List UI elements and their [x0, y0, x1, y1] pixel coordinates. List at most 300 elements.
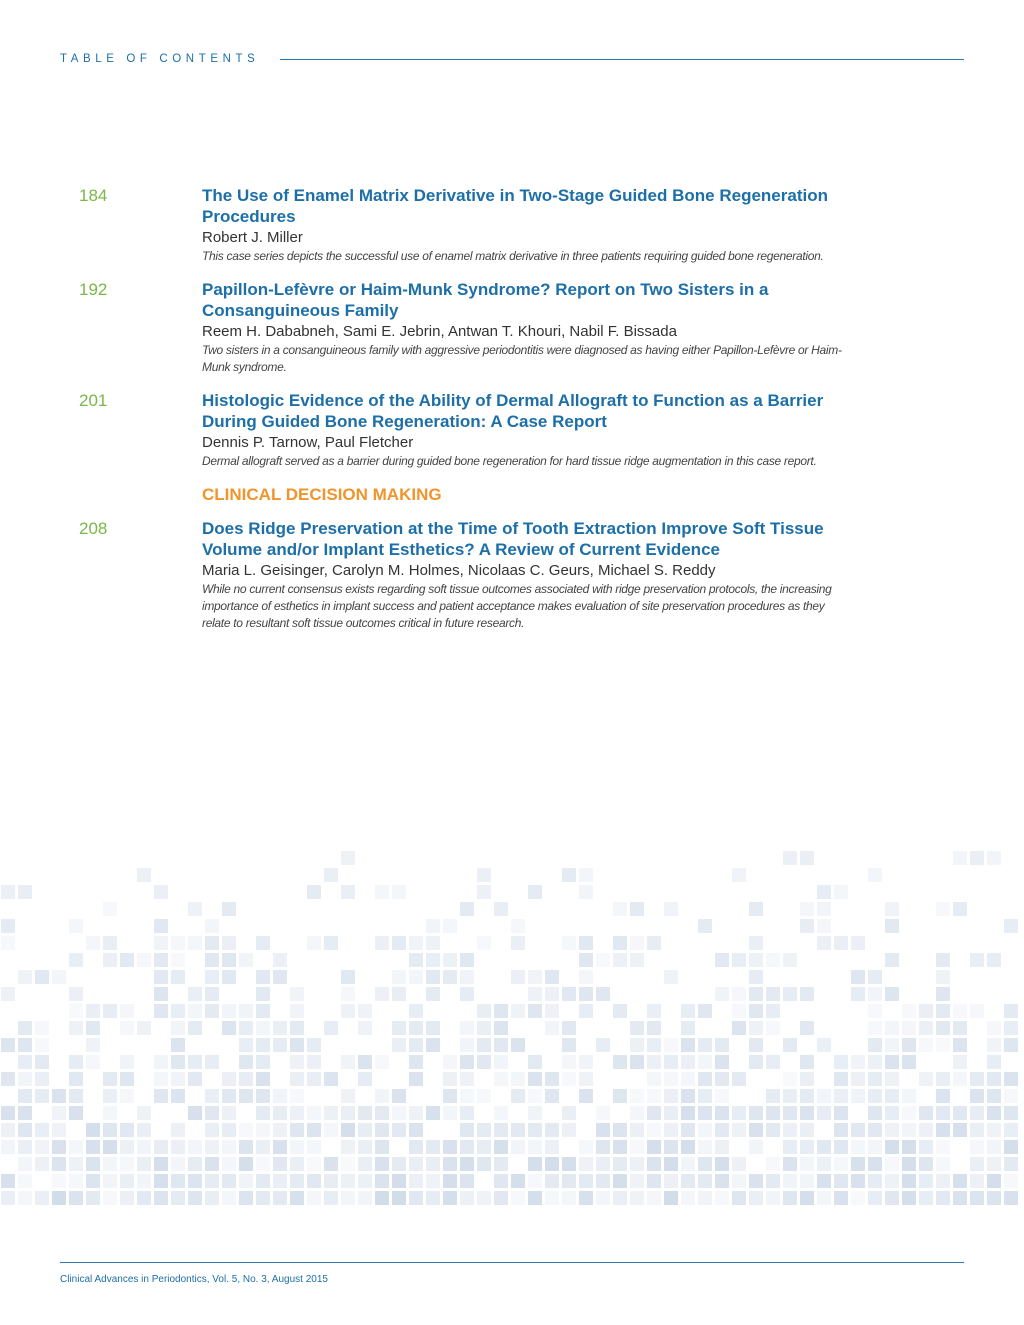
mosaic-tile: [222, 1191, 236, 1205]
article-title-link[interactable]: Does Ridge Preservation at the Time of Tooth Extraction Improve Soft Tissue Volume and/or Implant Esthetics? A Review of Current Evidence: [202, 519, 824, 559]
mosaic-tile: [205, 936, 219, 950]
mosaic-tile: [1, 1174, 15, 1188]
article-title-link[interactable]: The Use of Enamel Matrix Derivative in Two-Stage Guided Bone Regeneration Procedures: [202, 186, 828, 226]
mosaic-tile: [851, 1055, 865, 1069]
mosaic-tile: [409, 953, 423, 967]
mosaic-tile: [868, 1004, 882, 1018]
toc-entry[interactable]: [0, 518, 1024, 632]
mosaic-tile: [749, 987, 763, 1001]
mosaic-tile: [443, 1055, 457, 1069]
mosaic-tile: [52, 1191, 66, 1205]
mosaic-tile: [426, 1038, 440, 1052]
mosaic-tile: [52, 1089, 66, 1103]
mosaic-tile: [579, 1072, 593, 1086]
mosaic-tile: [987, 1089, 1001, 1103]
mosaic-tile: [749, 1123, 763, 1137]
mosaic-tile: [18, 1021, 32, 1035]
mosaic-tile: [188, 987, 202, 1001]
mosaic-tile: [749, 1106, 763, 1120]
mosaic-tile: [103, 1004, 117, 1018]
mosaic-tile: [1004, 1004, 1018, 1018]
mosaic-tile: [494, 1021, 508, 1035]
mosaic-tile: [392, 1021, 406, 1035]
mosaic-tile: [902, 1157, 916, 1171]
mosaic-tile: [154, 1174, 168, 1188]
mosaic-tile: [511, 1123, 525, 1137]
mosaic-tile: [154, 1191, 168, 1205]
mosaic-tile: [579, 987, 593, 1001]
mosaic-tile: [732, 1174, 746, 1188]
mosaic-tile: [851, 987, 865, 1001]
mosaic-tile: [69, 1004, 83, 1018]
mosaic-tile: [545, 1174, 559, 1188]
mosaic-tile: [919, 1140, 933, 1154]
mosaic-tile: [579, 868, 593, 882]
mosaic-tile: [443, 1174, 457, 1188]
mosaic-tile: [868, 1106, 882, 1120]
mosaic-tile: [919, 1021, 933, 1035]
mosaic-tile: [936, 1191, 950, 1205]
mosaic-tile: [902, 1038, 916, 1052]
mosaic-tile: [885, 902, 899, 916]
mosaic-tile: [528, 1140, 542, 1154]
mosaic-tile: [647, 1191, 661, 1205]
mosaic-tile: [341, 1055, 355, 1069]
mosaic-tile: [732, 1106, 746, 1120]
mosaic-tile: [596, 987, 610, 1001]
mosaic-tile: [511, 1140, 525, 1154]
article-title-link[interactable]: Histologic Evidence of the Ability of Dermal Allograft to Function as a Barrier During Guided Bone Regeneration: A Case Report: [202, 391, 824, 431]
mosaic-tile: [460, 1072, 474, 1086]
mosaic-tile: [341, 1140, 355, 1154]
mosaic-tile: [392, 1089, 406, 1103]
mosaic-tile: [477, 936, 491, 950]
mosaic-tile: [307, 1123, 321, 1137]
mosaic-tile: [307, 936, 321, 950]
mosaic-tile: [171, 1038, 185, 1052]
mosaic-tile: [545, 987, 559, 1001]
mosaic-tile: [324, 1191, 338, 1205]
mosaic-tile: [154, 885, 168, 899]
mosaic-tile: [494, 1174, 508, 1188]
mosaic-tile: [766, 1106, 780, 1120]
mosaic-tile: [783, 1157, 797, 1171]
mosaic-tile: [1, 1123, 15, 1137]
mosaic-tile: [715, 953, 729, 967]
mosaic-tile: [630, 1055, 644, 1069]
mosaic-tile: [18, 1123, 32, 1137]
mosaic-tile: [817, 936, 831, 950]
mosaic-tile: [579, 1055, 593, 1069]
mosaic-tile: [171, 953, 185, 967]
mosaic-tile: [562, 936, 576, 950]
mosaic-tile: [273, 1038, 287, 1052]
mosaic-tile: [783, 1038, 797, 1052]
mosaic-tile: [562, 1038, 576, 1052]
mosaic-tile: [545, 1123, 559, 1137]
mosaic-tile: [460, 987, 474, 1001]
mosaic-tile: [477, 1140, 491, 1154]
mosaic-tile: [154, 1072, 168, 1086]
mosaic-tile: [647, 1106, 661, 1120]
mosaic-tile: [970, 1123, 984, 1137]
mosaic-tile: [358, 1021, 372, 1035]
mosaic-tile: [613, 1157, 627, 1171]
mosaic-tile: [970, 1140, 984, 1154]
mosaic-tile: [18, 1055, 32, 1069]
mosaic-tile: [681, 1038, 695, 1052]
mosaic-tile: [630, 1089, 644, 1103]
mosaic-tile: [868, 987, 882, 1001]
mosaic-tile: [273, 1106, 287, 1120]
mosaic-tile: [494, 1191, 508, 1205]
mosaic-tile: [86, 1004, 100, 1018]
mosaic-tile: [18, 1072, 32, 1086]
mosaic-tile: [171, 1174, 185, 1188]
mosaic-tile: [375, 1089, 389, 1103]
mosaic-tile: [426, 1157, 440, 1171]
mosaic-tile: [409, 1038, 423, 1052]
mosaic-tile: [273, 1089, 287, 1103]
mosaic-tile: [290, 1089, 304, 1103]
mosaic-tile: [953, 902, 967, 916]
mosaic-tile: [732, 1157, 746, 1171]
mosaic-tile: [137, 868, 151, 882]
mosaic-tile: [851, 1123, 865, 1137]
mosaic-tile: [273, 953, 287, 967]
article-description: Two sisters in a consanguineous family with aggressive periodontitis were diagnosed as having either Papillon-Lefèvre or Haim-Munk syndrome.: [202, 343, 842, 374]
mosaic-tile: [137, 1140, 151, 1154]
mosaic-tile: [902, 1140, 916, 1154]
mosaic-tile: [460, 953, 474, 967]
mosaic-tile: [460, 1123, 474, 1137]
mosaic-tile: [222, 1089, 236, 1103]
mosaic-tile: [426, 936, 440, 950]
mosaic-tile: [120, 1157, 134, 1171]
mosaic-tile: [154, 1089, 168, 1103]
mosaic-tile: [392, 1157, 406, 1171]
mosaic-tile: [154, 953, 168, 967]
mosaic-tile: [868, 970, 882, 984]
mosaic-tile: [69, 1140, 83, 1154]
mosaic-tile: [868, 1072, 882, 1086]
mosaic-tile: [885, 919, 899, 933]
mosaic-tile: [69, 1106, 83, 1120]
mosaic-tile: [868, 1123, 882, 1137]
mosaic-tile: [647, 1072, 661, 1086]
mosaic-tile: [171, 1072, 185, 1086]
mosaic-tile: [715, 1038, 729, 1052]
mosaic-tile: [222, 1140, 236, 1154]
mosaic-tile: [52, 1157, 66, 1171]
mosaic-tile: [596, 1038, 610, 1052]
mosaic-tile: [375, 987, 389, 1001]
article-description: This case series depicts the successful use of enamel matrix derivative in three patients requiring guided bone regeneration.: [202, 249, 824, 263]
mosaic-tile: [698, 1089, 712, 1103]
mosaic-tile: [460, 1157, 474, 1171]
mosaic-tile: [1, 885, 15, 899]
mosaic-tile: [341, 1106, 355, 1120]
mosaic-tile: [766, 1089, 780, 1103]
mosaic-tile: [749, 1191, 763, 1205]
mosaic-tile: [290, 1021, 304, 1035]
page-number: 208: [79, 519, 108, 538]
mosaic-tile: [460, 1055, 474, 1069]
mosaic-tile: [749, 1140, 763, 1154]
mosaic-tile: [936, 970, 950, 984]
mosaic-tile: [936, 1106, 950, 1120]
mosaic-tile: [885, 987, 899, 1001]
mosaic-tile: [1, 1106, 15, 1120]
mosaic-tile: [341, 1004, 355, 1018]
mosaic-tile: [375, 1174, 389, 1188]
mosaic-tile: [800, 987, 814, 1001]
mosaic-tile: [868, 1174, 882, 1188]
entry-body: [202, 279, 842, 376]
mosaic-tile: [188, 1174, 202, 1188]
mosaic-tile: [103, 1123, 117, 1137]
mosaic-tile: [868, 1140, 882, 1154]
mosaic-tile: [18, 970, 32, 984]
mosaic-tile: [902, 1123, 916, 1137]
toc-entry[interactable]: [0, 390, 1024, 470]
mosaic-tile: [528, 987, 542, 1001]
mosaic-tile: [579, 1174, 593, 1188]
mosaic-tile: [630, 1174, 644, 1188]
mosaic-tile: [358, 1072, 372, 1086]
mosaic-tile: [579, 885, 593, 899]
mosaic-tile: [35, 1055, 49, 1069]
mosaic-tile: [647, 1089, 661, 1103]
mosaic-tile: [18, 1038, 32, 1052]
mosaic-tile: [358, 1055, 372, 1069]
mosaic-tile: [205, 919, 219, 933]
mosaic-tile: [919, 1174, 933, 1188]
mosaic-tile: [902, 1004, 916, 1018]
mosaic-tile: [681, 1157, 695, 1171]
mosaic-tile: [749, 1004, 763, 1018]
mosaic-tile: [698, 1174, 712, 1188]
mosaic-tile: [596, 1123, 610, 1137]
mosaic-tile: [120, 1191, 134, 1205]
mosaic-tile: [868, 1055, 882, 1069]
article-title-link[interactable]: Papillon-Lefèvre or Haim-Munk Syndrome? Report on Two Sisters in a Consanguineous Family: [202, 280, 769, 320]
mosaic-tile: [358, 1174, 372, 1188]
mosaic-tile: [919, 1004, 933, 1018]
mosaic-tile: [511, 1004, 525, 1018]
mosaic-tile: [256, 1021, 270, 1035]
mosaic-tile: [749, 936, 763, 950]
mosaic-tile: [885, 1157, 899, 1171]
mosaic-tile: [902, 1106, 916, 1120]
mosaic-tile: [902, 1191, 916, 1205]
mosaic-tile: [239, 1174, 253, 1188]
mosaic-tile: [392, 936, 406, 950]
mosaic-tile: [919, 1123, 933, 1137]
mosaic-tile: [766, 1004, 780, 1018]
mosaic-tile: [120, 1021, 134, 1035]
mosaic-tile: [681, 1123, 695, 1137]
mosaic-tile: [273, 1021, 287, 1035]
mosaic-tile: [970, 1072, 984, 1086]
mosaic-tile: [86, 1174, 100, 1188]
mosaic-tile: [783, 1089, 797, 1103]
mosaic-tile: [239, 1072, 253, 1086]
mosaic-tile: [987, 1055, 1001, 1069]
mosaic-tile: [290, 1123, 304, 1137]
mosaic-tile: [885, 1106, 899, 1120]
mosaic-tile: [613, 1174, 627, 1188]
mosaic-tile: [69, 1157, 83, 1171]
mosaic-tile: [766, 987, 780, 1001]
mosaic-tile: [681, 1004, 695, 1018]
mosaic-tile: [987, 1157, 1001, 1171]
mosaic-tile: [290, 1072, 304, 1086]
mosaic-tile: [35, 1191, 49, 1205]
mosaic-tile: [256, 1072, 270, 1086]
mosaic-tile: [851, 1140, 865, 1154]
mosaic-tile: [341, 1174, 355, 1188]
mosaic-tile: [630, 1123, 644, 1137]
mosaic-tile: [630, 902, 644, 916]
mosaic-tile: [103, 1072, 117, 1086]
mosaic-tile: [783, 1174, 797, 1188]
mosaic-tile: [460, 1140, 474, 1154]
mosaic-tile: [936, 1174, 950, 1188]
mosaic-tile: [358, 1004, 372, 1018]
mosaic-tile: [953, 1038, 967, 1052]
toc-entry[interactable]: [0, 279, 1024, 376]
mosaic-tile: [426, 953, 440, 967]
mosaic-tile: [681, 1021, 695, 1035]
mosaic-tile: [1004, 1089, 1018, 1103]
mosaic-tile: [528, 1157, 542, 1171]
mosaic-tile: [562, 1174, 576, 1188]
mosaic-tile: [528, 1174, 542, 1188]
mosaic-tile: [256, 970, 270, 984]
mosaic-tile: [103, 902, 117, 916]
article-authors: Reem H. Dababneh, Sami E. Jebrin, Antwan T. Khouri, Nabil F. Bissada: [202, 323, 677, 340]
mosaic-tile: [69, 1072, 83, 1086]
mosaic-tile: [987, 1140, 1001, 1154]
mosaic-tile: [409, 970, 423, 984]
mosaic-tile: [596, 1174, 610, 1188]
mosaic-tile: [239, 1123, 253, 1137]
mosaic-tile: [970, 953, 984, 967]
mosaic-tile: [222, 1157, 236, 1171]
mosaic-tile: [613, 1055, 627, 1069]
mosaic-tile: [511, 936, 525, 950]
mosaic-tile: [460, 1191, 474, 1205]
mosaic-tile: [426, 970, 440, 984]
mosaic-tile: [375, 885, 389, 899]
mosaic-tile: [171, 1123, 185, 1137]
mosaic-tile: [749, 970, 763, 984]
mosaic-tile: [613, 936, 627, 950]
mosaic-tile: [426, 987, 440, 1001]
mosaic-tile: [137, 1191, 151, 1205]
mosaic-tile: [664, 1157, 678, 1171]
mosaic-tile: [324, 1106, 338, 1120]
mosaic-tile: [341, 970, 355, 984]
mosaic-tile: [35, 1038, 49, 1052]
mosaic-tile: [205, 1089, 219, 1103]
mosaic-tile: [69, 953, 83, 967]
mosaic-tile: [647, 1038, 661, 1052]
mosaic-tile: [426, 1174, 440, 1188]
mosaic-tile: [222, 1072, 236, 1086]
mosaic-tile: [647, 936, 661, 950]
mosaic-tile: [919, 1191, 933, 1205]
mosaic-tile: [715, 987, 729, 1001]
mosaic-tile: [120, 1072, 134, 1086]
mosaic-tile: [749, 953, 763, 967]
mosaic-tile: [987, 1106, 1001, 1120]
mosaic-tile: [154, 919, 168, 933]
mosaic-tile: [885, 1191, 899, 1205]
mosaic-tile: [885, 1174, 899, 1188]
mosaic-tile: [783, 987, 797, 1001]
mosaic-tile: [409, 1055, 423, 1069]
mosaic-tile: [613, 902, 627, 916]
mosaic-tile: [324, 936, 338, 950]
mosaic-tile: [256, 1055, 270, 1069]
mosaic-tile: [103, 1191, 117, 1205]
mosaic-tile: [375, 1140, 389, 1154]
mosaic-tile: [103, 1089, 117, 1103]
mosaic-tile: [86, 1140, 100, 1154]
mosaic-tile: [443, 1140, 457, 1154]
toc-entry[interactable]: [0, 185, 1024, 265]
mosaic-tile: [545, 1157, 559, 1171]
mosaic-tile: [477, 1089, 491, 1103]
mosaic-tile: [596, 1140, 610, 1154]
mosaic-tile: [783, 1072, 797, 1086]
mosaic-tile: [613, 1191, 627, 1205]
mosaic-tile: [817, 1157, 831, 1171]
mosaic-tile: [392, 1123, 406, 1137]
mosaic-tile: [749, 902, 763, 916]
mosaic-tile: [647, 1055, 661, 1069]
mosaic-tile: [664, 970, 678, 984]
mosaic-tile: [732, 1072, 746, 1086]
mosaic-tile: [188, 1140, 202, 1154]
mosaic-tile: [324, 1072, 338, 1086]
mosaic-tile: [392, 885, 406, 899]
mosaic-tile: [579, 1191, 593, 1205]
mosaic-tile: [664, 1123, 678, 1137]
mosaic-tile: [460, 1089, 474, 1103]
entry-body: [202, 185, 842, 265]
mosaic-tile: [69, 987, 83, 1001]
mosaic-tile: [409, 1072, 423, 1086]
mosaic-tile: [902, 1089, 916, 1103]
mosaic-tile: [477, 868, 491, 882]
mosaic-tile: [664, 1140, 678, 1154]
mosaic-tile: [664, 1038, 678, 1052]
mosaic-tile: [970, 1089, 984, 1103]
mosaic-tile: [18, 885, 32, 899]
mosaic-tile: [987, 1191, 1001, 1205]
mosaic-tile: [528, 1123, 542, 1137]
mosaic-tile: [205, 1106, 219, 1120]
mosaic-tile: [936, 1021, 950, 1035]
mosaic-tile: [630, 1140, 644, 1154]
mosaic-tile: [171, 936, 185, 950]
mosaic-tile: [358, 1140, 372, 1154]
mosaic-tile: [545, 1191, 559, 1205]
mosaic-tile: [137, 1106, 151, 1120]
